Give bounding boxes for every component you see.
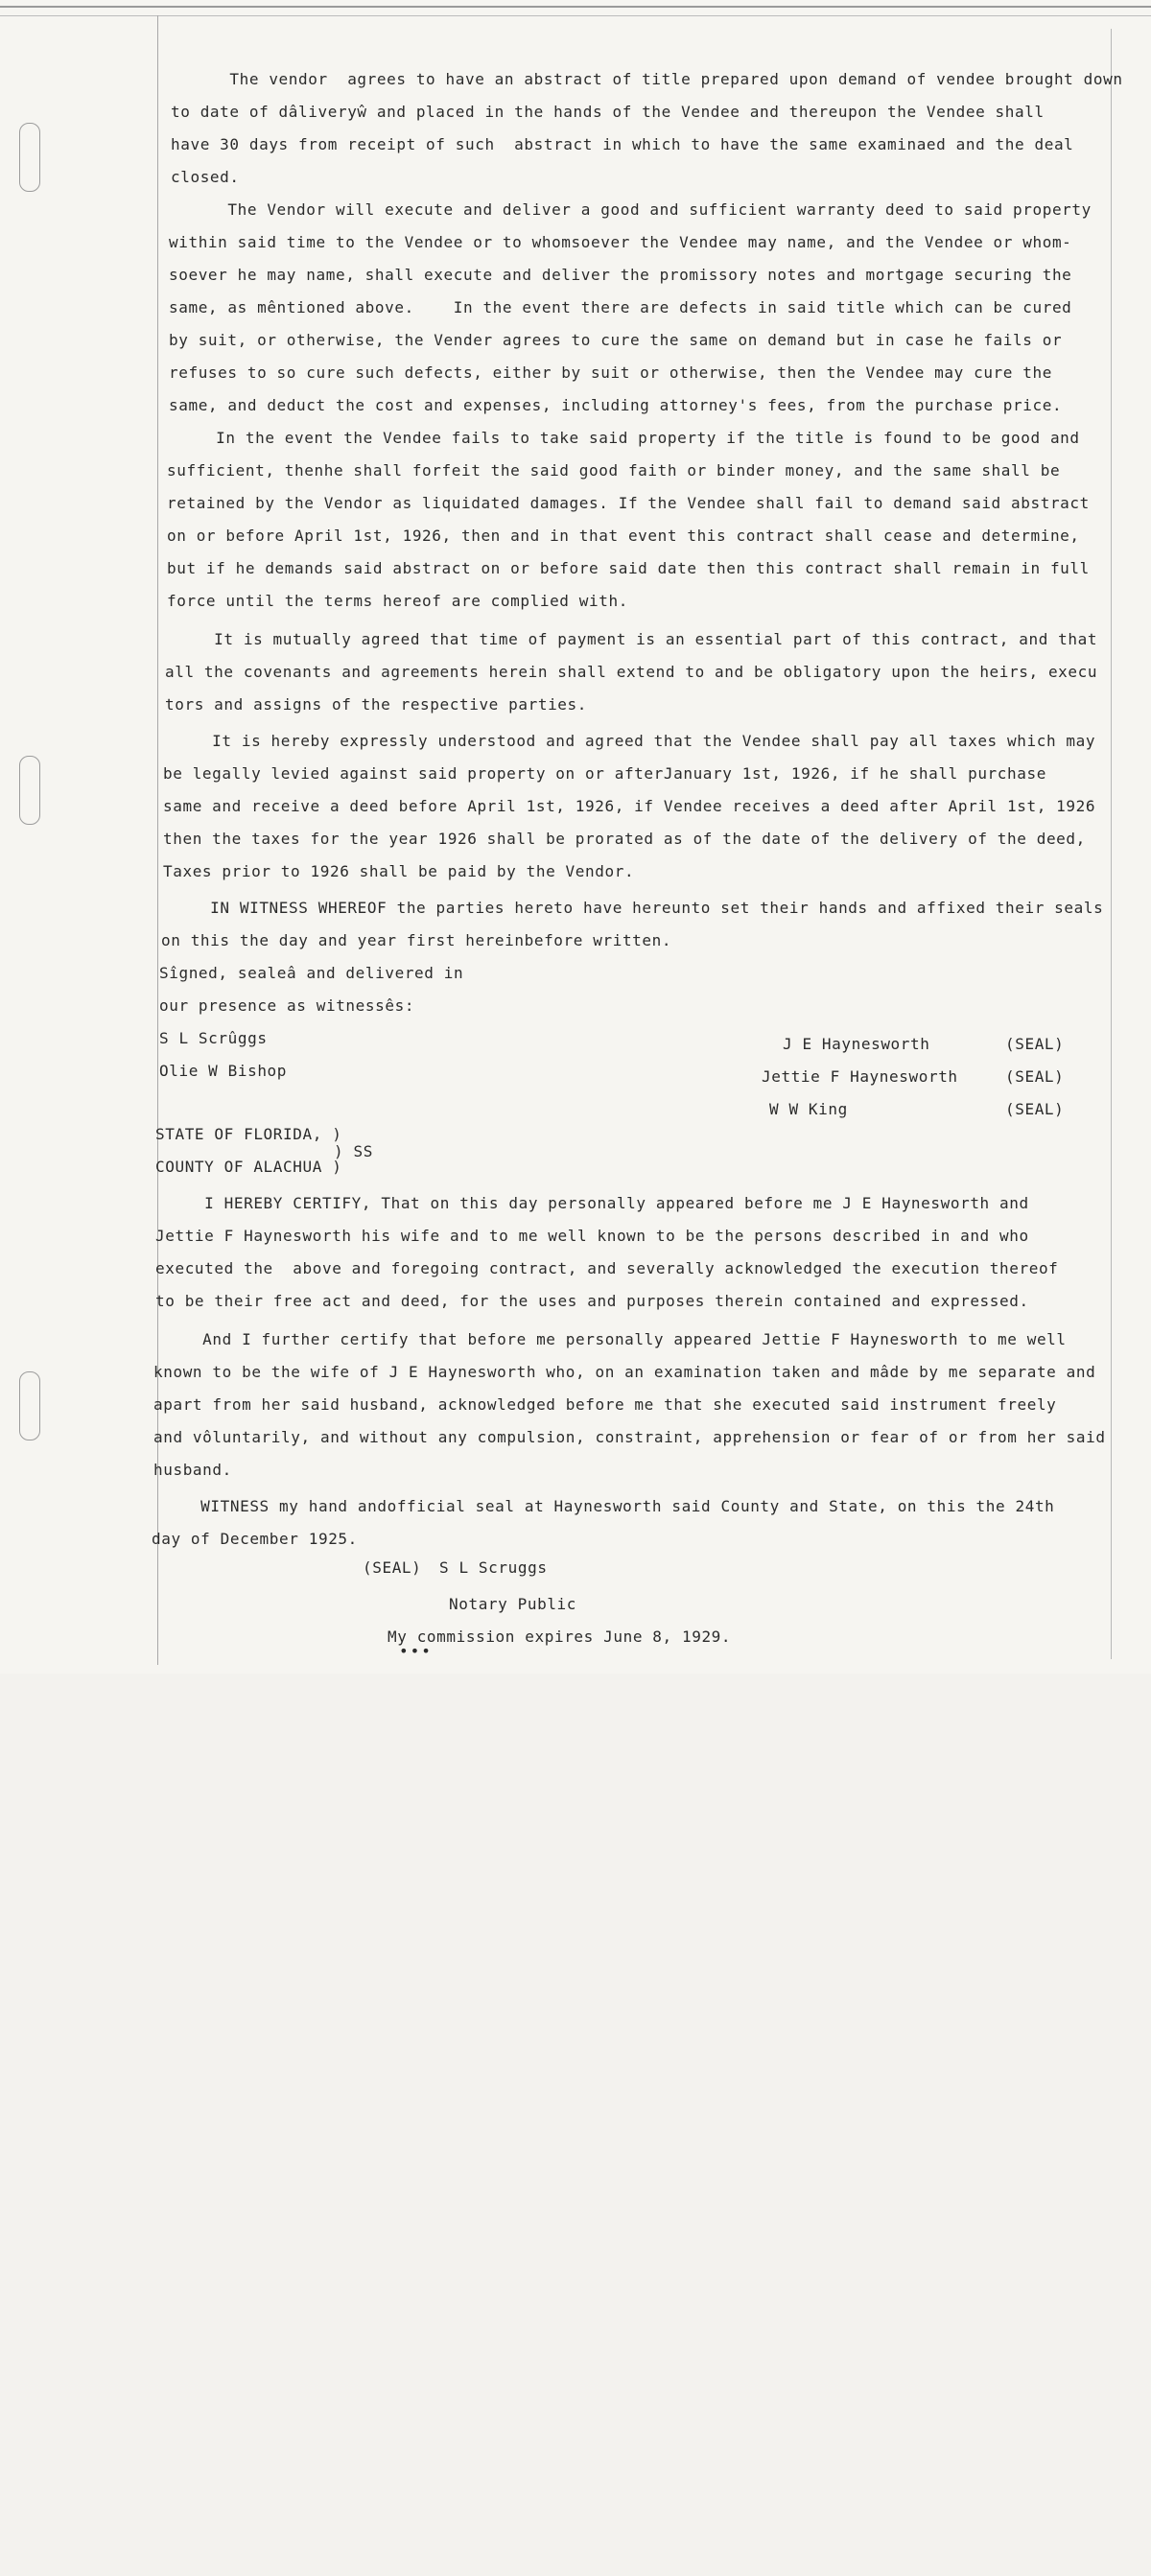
text-line: by suit, or otherwise, the Vender agrees to cure the same on demand but in case he fails or	[169, 331, 1063, 349]
text-line: Jettie F Haynesworth his wife and to me well known to be the persons described in and who	[155, 1227, 1029, 1245]
signatory-seal: (SEAL)	[1005, 1035, 1065, 1053]
text-line: refuses to so cure such defects, either by suit or otherwise, then the Vendee may cure the	[169, 363, 1052, 382]
text-line: force until the terms hereof are complied with.	[167, 592, 628, 610]
signing-statement: Sîgned, sealeâ and delivered in	[159, 964, 464, 982]
text-line: same and receive a deed before April 1st, 1926, if Vendee receives a deed after April 1st, 1926	[163, 797, 1096, 815]
text-line: husband.	[153, 1461, 232, 1479]
witness-name: Olie W Bishop	[159, 1062, 288, 1080]
venue-county: COUNTY OF ALACHUA )	[155, 1158, 342, 1176]
notary-title: Notary Public	[449, 1595, 577, 1613]
text-line: within said time to the Vendee or to whomsoever the Vendee may name, and the Vendee or whom-	[169, 233, 1072, 251]
text-line: retained by the Vendor as liquidated damages. If the Vendee shall fail to demand said abstract	[167, 494, 1090, 512]
witness-name: S L Scrûggs	[159, 1029, 268, 1047]
venue-state: STATE OF FLORIDA, )	[155, 1125, 342, 1143]
signatory-seal: (SEAL)	[1005, 1100, 1065, 1118]
text-line: on this the day and year first hereinbefore written.	[161, 931, 672, 949]
signing-statement: our presence as witnessês:	[159, 996, 415, 1015]
text-line: WITNESS my hand andofficial seal at Haynesworth said County and State, on this the 24th	[152, 1497, 1055, 1515]
notary-commission: My commission expires June 8, 1929.	[388, 1628, 732, 1646]
text-line: on or before April 1st, 1926, then and in that event this contract shall cease and determine,	[167, 527, 1080, 545]
text-line: then the taxes for the year 1926 shall be prorated as of the date of the delivery of the deed,	[163, 830, 1086, 848]
text-line: executed the above and foregoing contract, and severally acknowledged the execution thereof	[155, 1259, 1059, 1277]
text-line: It is hereby expressly understood and agreed that the Vendee shall pay all taxes which may	[163, 732, 1096, 750]
text-line: IN WITNESS WHEREOF the parties hereto have hereunto set their hands and affixed their seals	[161, 899, 1104, 917]
text-line: to be their free act and deed, for the uses and purposes therein contained and expressed.	[155, 1292, 1029, 1310]
text-line: The Vendor will execute and deliver a good and sufficient warranty deed to said property	[169, 200, 1092, 219]
text-line: have 30 days from receipt of such abstract in which to have the same examinaed and the deal	[171, 135, 1074, 153]
signatory-name: W W King	[769, 1100, 848, 1118]
text-line: and vôluntarily, and without any compulsion, constraint, apprehension or fear of or from her said	[153, 1428, 1106, 1446]
text-line: Taxes prior to 1926 shall be paid by the Vendor.	[163, 862, 635, 880]
text-line: In the event the Vendee fails to take said property if the title is found to be good and	[167, 429, 1080, 447]
text-line: I HEREBY CERTIFY, That on this day personally appeared before me J E Haynesworth and	[155, 1194, 1029, 1212]
text-line: be legally levied against said property on or afterJanuary 1st, 1926, if he shall purchase	[163, 764, 1046, 783]
text-line: It is mutually agreed that time of payment is an essential part of this contract, and that	[165, 630, 1098, 648]
text-line: And I further certify that before me personally appeared Jettie F Haynesworth to me well	[153, 1330, 1067, 1348]
notary-seal: (SEAL)	[363, 1558, 422, 1577]
signatory-seal: (SEAL)	[1005, 1067, 1065, 1086]
venue-ss: ) SS	[334, 1142, 373, 1160]
text-line: tors and assigns of the respective parties.	[165, 695, 588, 714]
text-line: apart from her said husband, acknowledged before me that she executed said instrument freely	[153, 1395, 1057, 1414]
text-line: to date of dâliveryŵ and placed in the hands of the Vendee and thereupon the Vendee shall	[171, 103, 1045, 121]
signatory-name: Jettie F Haynesworth	[762, 1067, 958, 1086]
text-line: sufficient, thenhe shall forfeit the said good faith or binder money, and the same shall be	[167, 461, 1061, 480]
signatory-name: J E Haynesworth	[783, 1035, 930, 1053]
text-line: known to be the wife of J E Haynesworth who, on an examination taken and mâde by me separate and	[153, 1363, 1096, 1381]
footer-mark: •••	[399, 1642, 433, 1660]
text-line: but if he demands said abstract on or before said date then this contract shall remain in full	[167, 559, 1090, 577]
text-line: The vendor agrees to have an abstract of title prepared upon demand of vendee brought down	[171, 70, 1123, 88]
text-line: soever he may name, shall execute and deliver the promissory notes and mortgage securing the	[169, 266, 1072, 284]
notary-name: S L Scruggs	[439, 1558, 548, 1577]
text-line: same, and deduct the cost and expenses, including attorney's fees, from the purchase price.	[169, 396, 1063, 414]
text-line: day of December 1925.	[152, 1530, 358, 1548]
text-line: all the covenants and agreements herein shall extend to and be obligatory upon the heirs, execu	[165, 663, 1098, 681]
text-line: closed.	[171, 168, 240, 186]
text-line: same, as mêntioned above. In the event there are defects in said title which can be cured	[169, 298, 1072, 316]
